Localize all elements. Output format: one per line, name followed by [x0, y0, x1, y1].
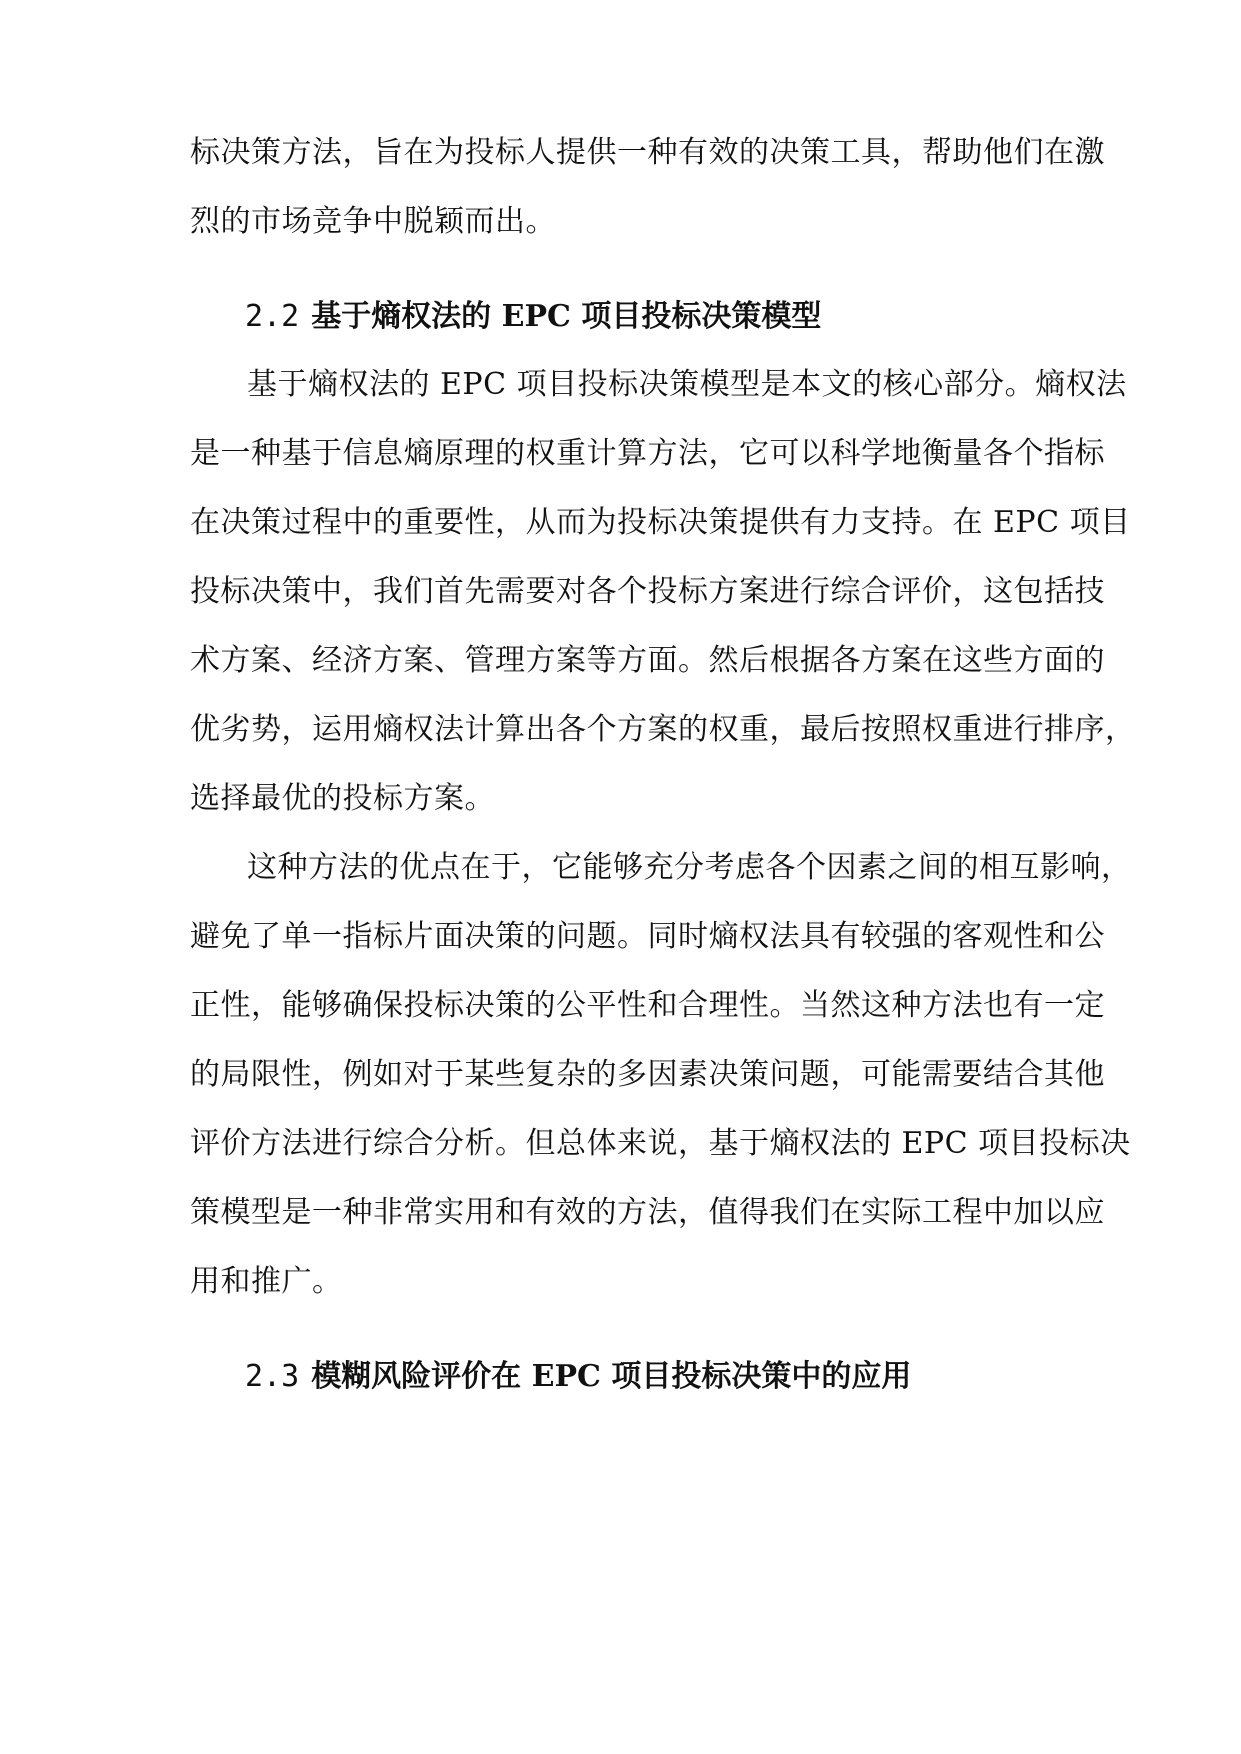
- para2-line-1: 这种方法的优点在于，它能够充分考虑各个因素之间的相互影响，: [247, 850, 1132, 885]
- section-2-2-heading: [245, 297, 821, 337]
- intro-line-2: 烈的市场竞争中脱颖而出。: [190, 204, 556, 239]
- section-2-3-title: 模糊风险评价在 EPC 项目投标决策中的应用: [311, 1359, 912, 1394]
- para2-line-2: 避免了单一指标片面决策的问题。同时熵权法具有较强的客观性和公: [190, 919, 1105, 954]
- para1-line-6: 优劣势，运用熵权法计算出各个方案的权重，最后按照权重进行排序，: [190, 712, 1136, 747]
- section-2-2-number: 2.2: [245, 299, 300, 334]
- section-2-2-title: 基于熵权法的 EPC 项目投标决策模型: [311, 299, 822, 334]
- intro-line-1: 标决策方法，旨在为投标人提供一种有效的决策工具，帮助他们在激: [190, 135, 1105, 170]
- section-2-3-number: 2.3: [245, 1359, 300, 1394]
- para1-line-1: 基于熵权法的 EPC 项目投标决策模型是本文的核心部分。熵权法: [247, 367, 1127, 402]
- para2-line-4: 的局限性，例如对于某些复杂的多因素决策问题，可能需要结合其他: [190, 1057, 1105, 1092]
- para1-line-5: 术方案、经济方案、管理方案等方面。然后根据各方案在这些方面的: [190, 643, 1105, 678]
- para1-line-7: 选择最优的投标方案。: [190, 781, 495, 816]
- section-2-3-heading: [245, 1357, 911, 1397]
- para2-line-3: 正性，能够确保投标决策的公平性和合理性。当然这种方法也有一定: [190, 988, 1105, 1023]
- para1-line-2: 是一种基于信息熵原理的权重计算方法，它可以科学地衡量各个指标: [190, 436, 1105, 471]
- para2-line-6: 策模型是一种非常实用和有效的方法，值得我们在实际工程中加以应: [190, 1195, 1105, 1230]
- para1-line-3: 在决策过程中的重要性，从而为投标决策提供有力支持。在 EPC 项目: [190, 505, 1131, 540]
- para2-line-5: 评价方法进行综合分析。但总体来说，基于熵权法的 EPC 项目投标决: [190, 1126, 1131, 1161]
- para2-line-7: 用和推广。: [190, 1264, 343, 1299]
- para1-line-4: 投标决策中，我们首先需要对各个投标方案进行综合评价，这包括技: [190, 574, 1105, 609]
